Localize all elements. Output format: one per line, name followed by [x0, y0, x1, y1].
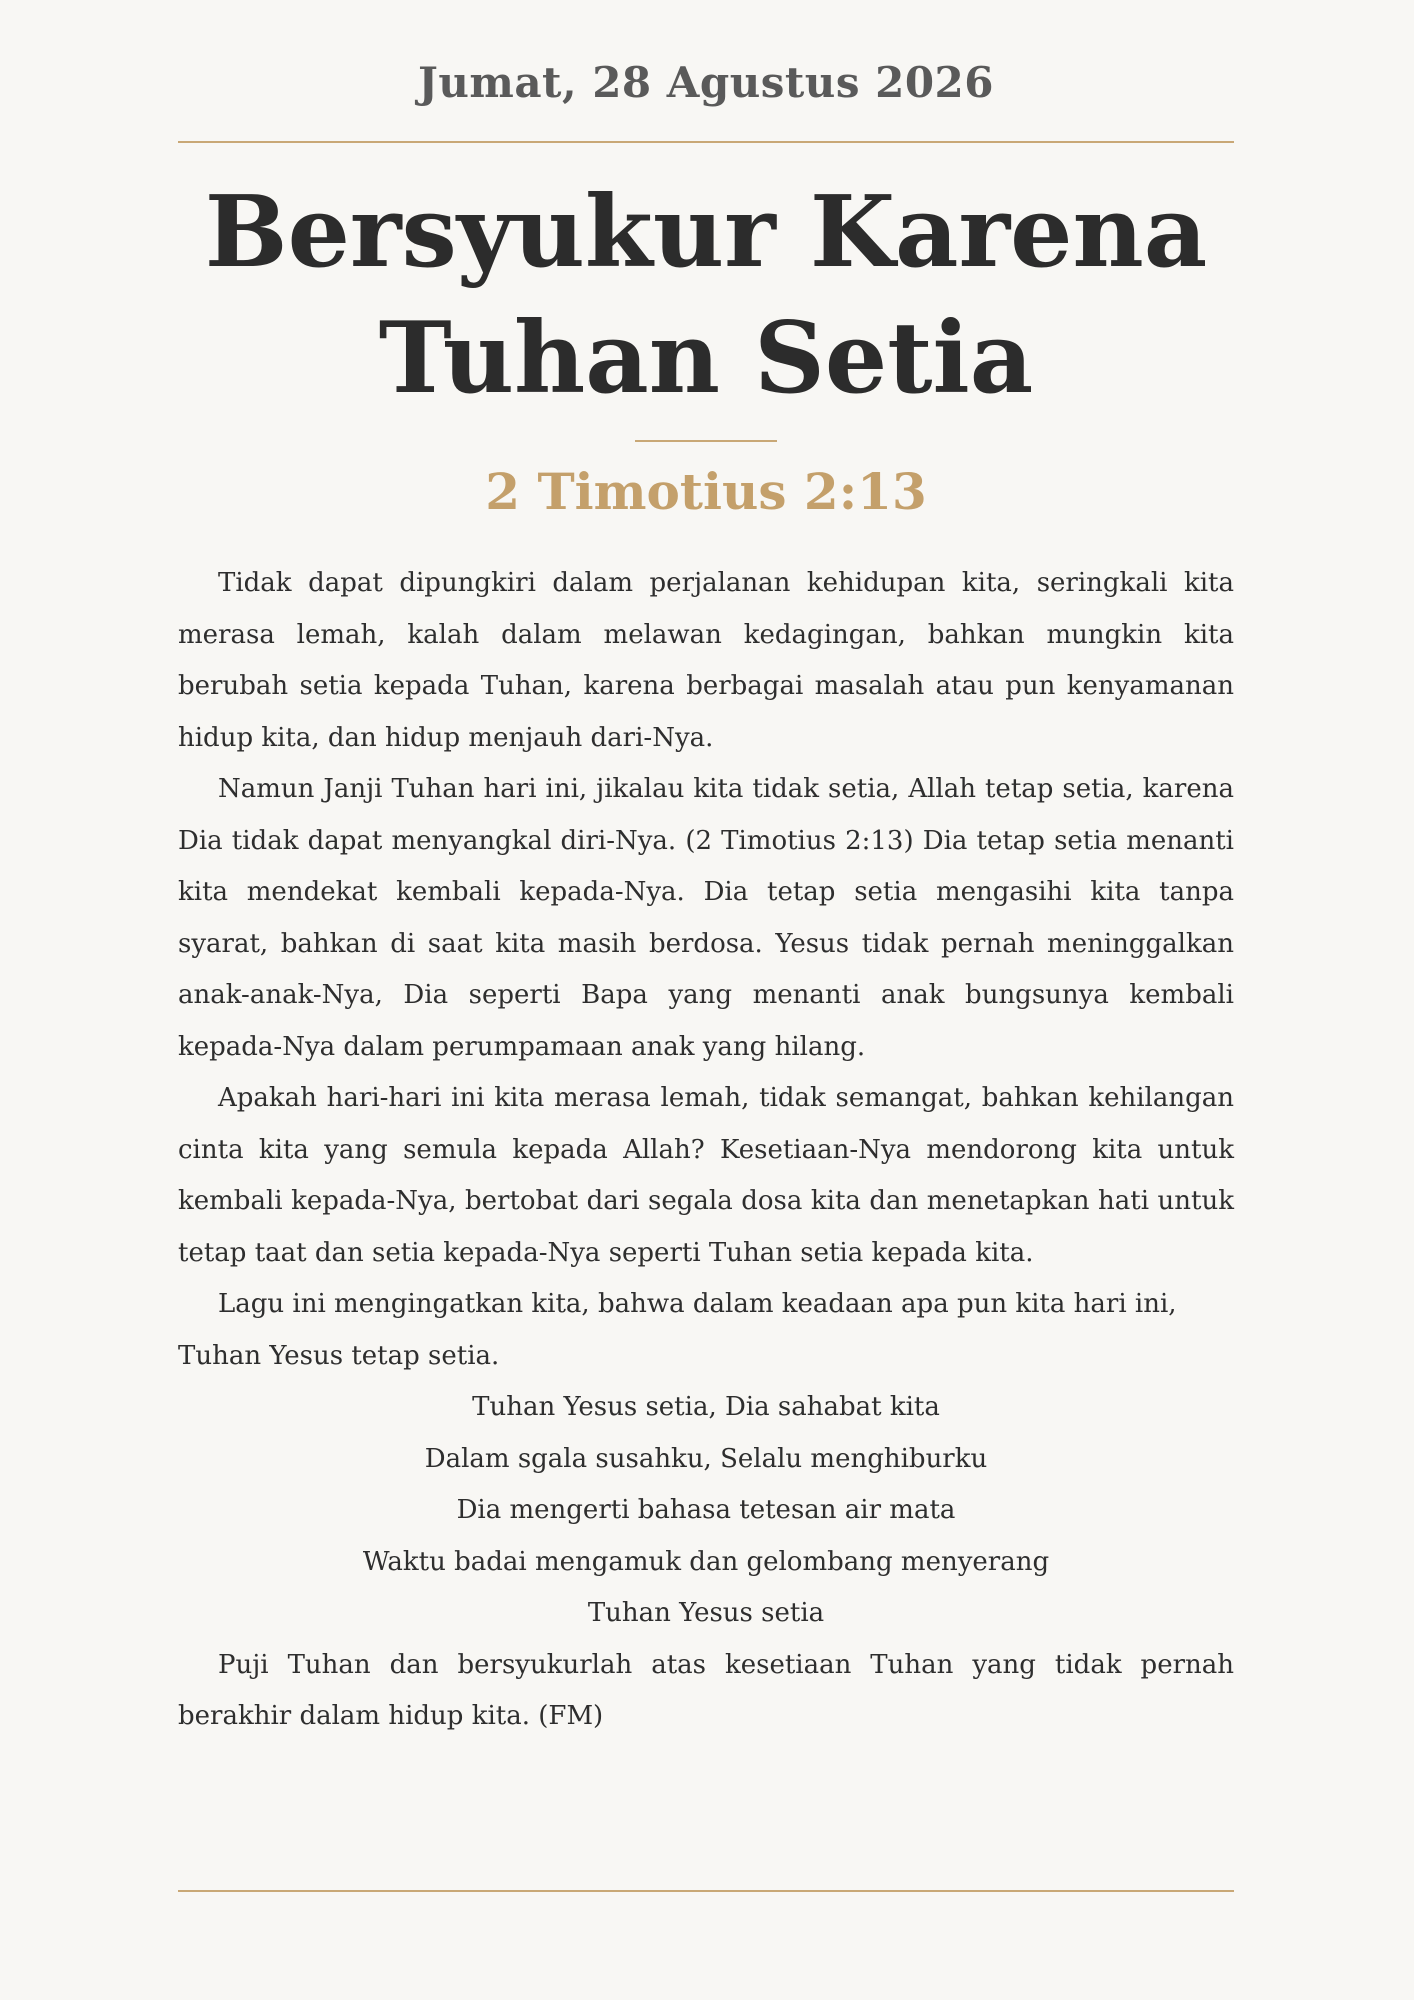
song-lyrics: [178, 1382, 1234, 1640]
paragraph-3: Apakah hari-hari ini kita merasa lemah, tidak semangat, bahkan kehilangan cinta kita yang semula kepada Allah? Kesetiaan-Nya mendorong kita untuk kembali kepada-Nya, bertobat dari segala dosa kita dan menetapkan hati untuk tetap taat dan setia kepada-Nya seperti Tuhan setia kepada kita.: [178, 1083, 1234, 1268]
title-line-1: Bersyukur Karena: [204, 175, 1208, 290]
lyric-line: Dia mengerti bahasa tetesan air mata: [456, 1495, 956, 1525]
devotional-body: [178, 558, 1234, 1743]
date-header: Jumat, 28 Agustus 2026: [417, 58, 994, 107]
lyric-line: Dalam sgala susahku, Selalu menghiburku: [424, 1443, 988, 1474]
title-line-2: Tuhan Setia: [378, 301, 1034, 416]
lyric-line: Tuhan Yesus setia, Dia sahabat kita: [472, 1392, 940, 1422]
lyric-line: Waktu badai mengamuk dan gelombang menyerang: [362, 1546, 1050, 1577]
closing-paragraph: Puji Tuhan dan bersyukurlah atas kesetiaan Tuhan yang tidak pernah berakhir dalam hidup kita. (FM): [178, 1649, 1234, 1731]
bottom-divider: [178, 1890, 1234, 1892]
title-divider: [635, 440, 777, 442]
devotional-title: [178, 170, 1234, 422]
paragraph-2: Namun Janji Tuhan hari ini, jikalau kita tidak setia, Allah tetap setia, karena Dia tidak dapat menyangkal diri-Nya. (2 Timotius 2:13) Dia tetap setia menanti kita mendekat kembali kepada-Nya. Dia tetap setia mengasihi kita tanpa syarat, bahkan di saat kita masih berdosa. Yesus tidak pernah meninggalkan anak-anak-Nya, Dia seperti Bapa yang menanti anak bungsunya kembali kepada-Nya dalam perumpamaan anak yang hilang.: [178, 774, 1234, 1062]
lyric-line: Tuhan Yesus setia: [587, 1598, 825, 1628]
top-divider: [178, 141, 1234, 143]
paragraph-4: Lagu ini mengingatkan kita, bahwa dalam keadaan apa pun kita hari ini, Tuhan Yesus tetap setia.: [178, 1289, 1177, 1371]
paragraph-1: Tidak dapat dipungkiri dalam perjalanan kehidupan kita, seringkali kita merasa lemah, kalah dalam melawan kedagingan, bahkan mungkin kita berubah setia kepada Tuhan, karena berbagai masalah atau pun kenyamanan hidup kita, dan hidup menjauh dari-Nya.: [178, 568, 1234, 753]
verse-reference: 2 Timotius 2:13: [485, 462, 927, 521]
